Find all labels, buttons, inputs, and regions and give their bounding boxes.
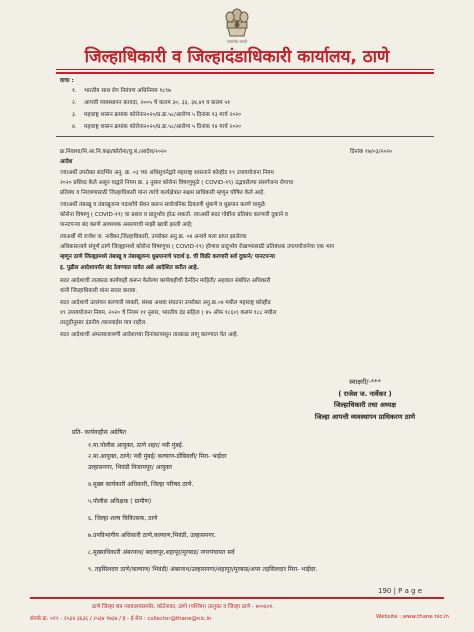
- reference-item: ३. महाराष्ट्र शासन क्रमांक कोरोना२०२०/प्र.क्र.५८/आरोग्य ५ दिनांक १३ मार्च २०२०: [72, 112, 242, 118]
- order-paragraph-6: सदर आदेशाची अंमलबजावणी आदेशाच्या दिनांकापासून तात्काळ लागू करण्यात येत आहे.: [60, 332, 239, 338]
- order-paragraph-4: सदर आदेशाची तात्काळ कार्यवाही करून केलेल्या कार्यवाहीची दैनंदिन माहिती/ अहवाल संबंधित अधिकारी यांनी जिल्हाधिकारी यांना सादर करावा.: [60, 278, 271, 295]
- signature-signed: स्वाक्षरी/-***: [349, 378, 381, 386]
- distribution-item: उल्हासनगर, भिवंडी निजामपूर/ आयुक्त: [88, 464, 172, 471]
- signatory-authority: जिल्हा आपत्ती व्यवस्थापन प्राधिकरण ठाणे: [314, 412, 416, 421]
- distribution-item: २.मा.आयुक्त, ठाणे/ नवी मुंबई/ कल्याण-डोंबिवली/ मिरा- भाईंदर: [88, 453, 227, 460]
- order-heading: आदेश: [60, 159, 73, 165]
- distribution-label: प्रति- कार्यवाहीस अग्रेषित: [72, 429, 127, 436]
- order-date: दिनांक १७/०३/२०२०: [350, 149, 393, 155]
- footer-address: ठाणे जिल्हा सत्र न्यायालयासमोर, कोर्टनाका, ठाणे (पश्चिम) तालुका व जिल्हा ठाणे - ४००६०१.: [92, 604, 275, 610]
- distribution-list: [88, 440, 317, 575]
- svg-text:सत्यमेव जयते: सत्यमेव जयते: [227, 39, 247, 44]
- references-label: वाचा :: [60, 78, 74, 84]
- title-divider-thick: [56, 72, 434, 74]
- distribution-item: ६. जिल्हा शल्य चिकित्सक, ठाणे: [88, 515, 158, 522]
- distribution-item: ५.पोलीस अधिक्षक ( ग्रामीण): [88, 498, 152, 505]
- order-paragraph-3: त्याअर्थी मी राजेश ज. नार्वेकर,जिल्हाधिकारी, उपरोक्त अनु.क्र. ०४ अन्वये मला प्राप्त झालेल्या अधिकारान्वये संपूर्ण ठाणे जिल्ह्यामध्ये कोरोना विषाणूचा ( COVID-१९) होणारा प्रादुर्भाव रोखण्यासाठी प्रतिबंधक उपाययोजनेचा एक भाग म्हणून ठाणे जिल्ह्यामध्ये तंबाखू व तंबाखूजन्य धुम्रपानाचे पदार्थ इ. ची विक्री करणारी सर्व दुकाने/ पानटपऱ्या इ. पुढील आदेशापर्यंत बंद ठेवण्यात यावेत असे आदेशित करीत आहे.: [60, 234, 335, 271]
- footer-contact: संपर्क क्र. ०२२ - २५३४ ३६३६ / २५३४ १७३७ / इ - ई-मेल : collector@thane@nic.in: [30, 616, 212, 622]
- order-reference-number: क्र.निवाशा/नि.आ.नि.कक्ष/कोरोना/धु.बं./आदेश/२०२०: [60, 149, 167, 155]
- signatory-designation: जिल्हाधिकारी तथा अध्यक्ष: [334, 401, 396, 409]
- footer-website: Website : www.thane.nic.in: [376, 614, 449, 620]
- title-divider: [56, 69, 434, 70]
- reference-item: १. भारतीय साथ रोग नियंत्रण अधिनियम १८९७: [72, 88, 172, 94]
- office-title: जिल्हाधिकारी व जिल्हादंडाधिकारी कार्यालय, ठाणे: [84, 47, 390, 67]
- page-number: 190 | P a g e: [378, 587, 423, 595]
- order-paragraph-5: सदर आदेशाचे उल्लंघन करणारी व्यक्ती, संस्था अथवा संघटना उपरोक्त अनु.क्र.०४ मधील महाराष्ट्र कोव्हीड १९ उपाययोजना नियम, २०२० चे नियम ११ नुसार, भारतीय दंड संहिता ( ४५ ऑफ १८६०) कलम १८८ मधील तरतुदीनुसार दंडनीय /कारवाईस पात्र राहील.: [60, 300, 277, 327]
- reference-item: २. आपत्ती व्यवस्थापन कायदा, २००५ चे कलम ३०, ३३, ३४,४१ व कलम ५१: [72, 100, 231, 106]
- order-paragraph-1: ज्याअर्थी उपरोक्त संदर्भिय अनु. क्र. ०३ च्या अधिसुचनेद्वारे महाराष्ट्र शासनाने कोव्हीड १९ उपाययोजना नियम २०२० प्रसिध्द केले असून याद्वारे नियम क्र. ३ नुसार कोरोना विषाणुमुळे ( COVID-१९) उद्भवलेल्या संसर्गजन्य रोगाचा प्रतिबंध व नियंत्रणासाठी जिल्हाधिकारी यांना त्यांचे कार्यक्षेत्रात सक्षम प्राधिकारी म्हणून घोषित केले आहे.: [60, 170, 294, 197]
- distribution-item: ८.मुख्याधिकारी अंबरनाथ/ बदलापूर,शहापूर/मुरबाड/ नगरपंचायत सर्व: [88, 549, 235, 556]
- signature-block: [300, 377, 430, 423]
- references-divider: [56, 136, 434, 137]
- distribution-item: ७.उपविभागीय अधिकारी ठाणे,कल्याण,भिवंडी, उल्हासनगर.: [88, 532, 216, 539]
- signatory-name: ( राजेश ज. नार्वेकर ): [338, 389, 392, 398]
- distribution-item: १.मा.पोलीस आयुक्त, ठाणे शहर/ नवी मुंबई.: [88, 442, 184, 449]
- order-paragraph-2: ज्याअर्थी तंबाखू व तंबाखूजन्य पदार्थांचे सेवन करून सार्वजनिक ठिकाणी थुंकणे व धुम्रपान करणे यामुळे कोरोना विषाणू ( COVID-१९) चा प्रसार व प्रादुर्भाव होऊ शकतो. त्याअर्थी सदर गोष्टींना प्रतिबंध करणारी दुकाने व पानटपऱ्या बंद करणे आवश्यक असल्याची माझी खात्री झाली आहे;: [60, 202, 288, 229]
- distribution-item: ९. तहसिलदार ठाणे/कल्याण/ भिवंडी/ अंबरनाथ/उल्हासनगर/शहापूर/मुरबाड/अपर तहसिलदार मिरा- भाईंदर.: [88, 566, 318, 573]
- distribution-item: ४.मुख्य कार्यकारी अधिकारी, जिल्हा परिषद ठाणे.: [88, 481, 194, 488]
- ashoka-emblem-icon: [221, 6, 253, 46]
- reference-item: ४. महाराष्ट्र शासन क्रमांक कोरोना२०२०/प्र.क्र.५८/आरोग्य ५ दिनांक १४ मार्च २०२०: [72, 124, 242, 130]
- footer-divider: [30, 597, 444, 599]
